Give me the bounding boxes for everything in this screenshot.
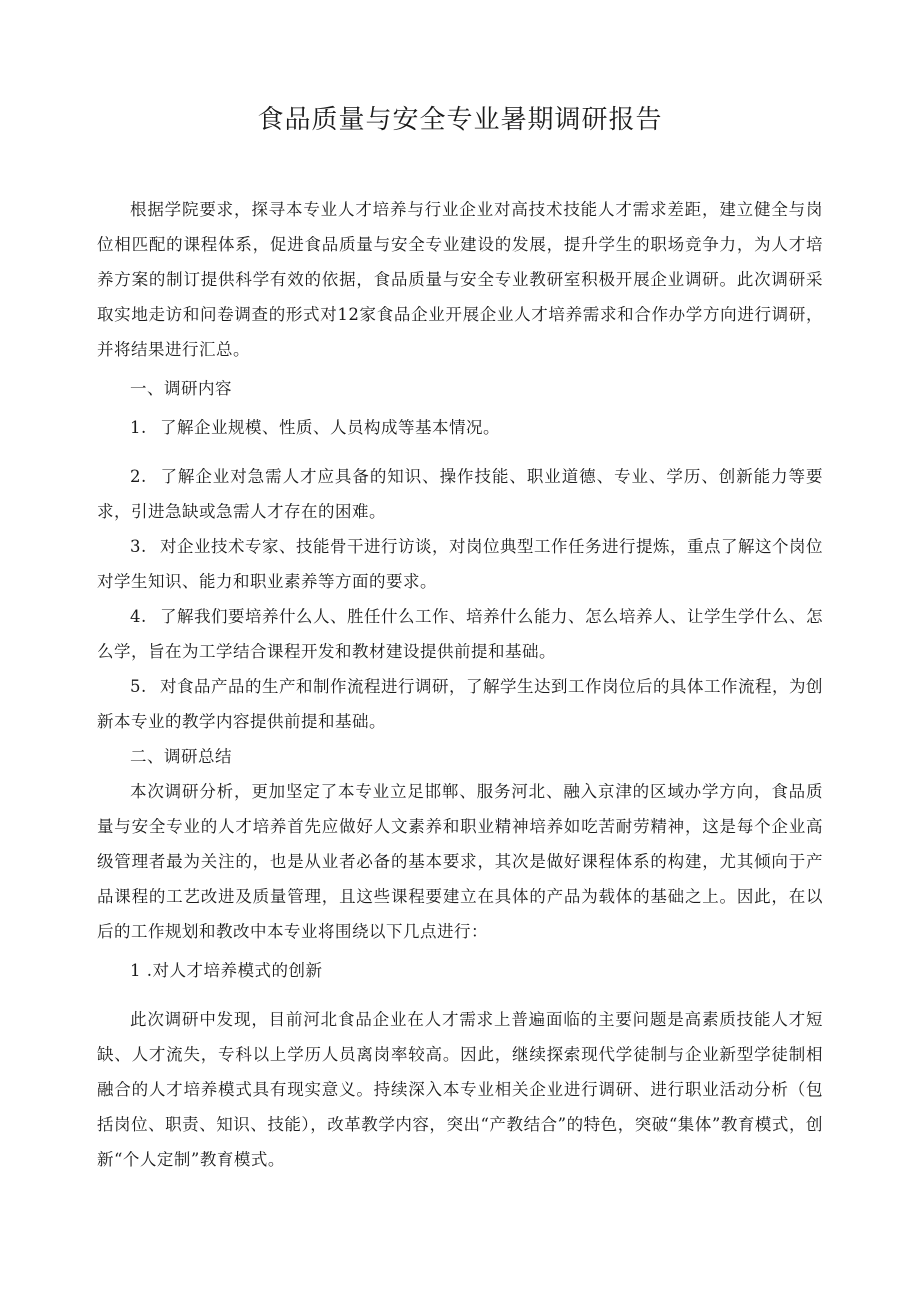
list-item xyxy=(97,410,823,445)
list-item-text: 对企业技术专家、技能骨干进行访谈，对岗位典型工作任务进行提炼，重点了解这个岗位对学生知识、能力和职业素养等方面的要求。 xyxy=(97,537,823,591)
list-item-text: 了解企业规模、性质、人员构成等基本情况。 xyxy=(160,418,500,437)
subsection1-heading: 1 .对人才培养模式的创新 xyxy=(130,961,323,980)
summary-paragraph: 本次调研分析，更加坚定了本专业立足邯郸、服务河北、融入京津的区域办学方向，食品质量与安全专业的人才培养首先应做好人文素养和职业精神培养如吃苦耐劳精神，这是每个企业高级管理者最为关注的，也是从业者必备的基本要求，其次是做好课程体系的构建，尤其倾向于产品课程的工艺改进及质量管理，且这些课程要建立在具体的产品为载体的基础之上。因此，在以后的工作规划和教改中本专业将围绕以下几点进行： xyxy=(97,782,823,941)
list-item-number: 3. xyxy=(130,537,147,556)
subsection1-paragraph: 此次调研中发现，目前河北食品企业在人才需求上普遍面临的主要问题是高素质技能人才短缺、人才流失，专科以上学历人员离岗率较高。因此，继续探索现代学徒制与企业新型学徒制相融合的人才培养模式具有现实意义。持续深入本专业相关企业进行调研、进行职业活动分析（包括岗位、职责、知识、技能），改革教学内容，突出“产教结合”的特色，突破“集体”教育模式，创新“个人定制”教育模式。 xyxy=(97,1010,823,1169)
list-item xyxy=(97,599,823,669)
list-item-number: 2. xyxy=(130,467,147,486)
list-item-number: 1. xyxy=(130,418,147,437)
list-item xyxy=(97,459,823,529)
intro-paragraph: 根据学院要求，探寻本专业人才培养与行业企业对高技术技能人才需求差距，建立健全与岗位相匹配的课程体系，促进食品质量与安全专业建设的发展，提升学生的职场竞争力，为人才培养方案的制订提供科学有效的依据，食品质量与安全专业教研室积极开展企业调研。此次调研采取实地走访和问卷调查的形式对12家食品企业开展企业人才培养需求和合作办学方向进行调研，并将结果进行汇总。 xyxy=(97,200,823,359)
list-item-text: 了解我们要培养什么人、胜任什么工作、培养什么能力、怎么培养人、让学生学什么、怎么学，旨在为工学结合课程开发和教材建设提供前提和基础。 xyxy=(97,607,823,661)
list-item xyxy=(97,529,823,599)
list-item xyxy=(97,669,823,739)
list-item-number: 4. xyxy=(130,607,147,626)
list-item-text: 对食品产品的生产和制作流程进行调研，了解学生达到工作岗位后的具体工作流程，为创新本专业的教学内容提供前提和基础。 xyxy=(97,677,823,731)
document-title: 食品质量与安全专业暑期调研报告 xyxy=(257,105,663,135)
list-item-number: 5. xyxy=(130,677,147,696)
list-item-text: 了解企业对急需人才应具备的知识、操作技能、职业道德、专业、学历、创新能力等要求，引进急缺或急需人才存在的困难。 xyxy=(97,467,823,521)
section2-heading: 二、调研总结 xyxy=(130,747,232,766)
section1-heading: 一、调研内容 xyxy=(130,379,232,398)
